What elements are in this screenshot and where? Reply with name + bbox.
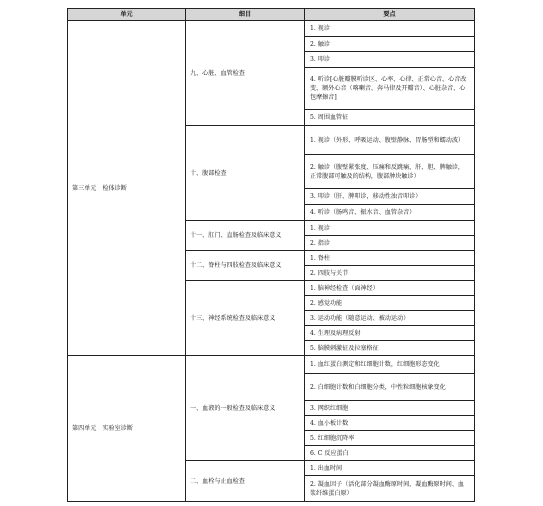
point-cell: 3. 叩诊 [305, 52, 475, 68]
point-cell: 1. 脊柱 [305, 251, 475, 266]
point-cell: 5. 红细胞沉降率 [305, 431, 475, 446]
point-cell: 1. 出血时间 [305, 461, 475, 476]
point-cell: 2. 触诊 [305, 37, 475, 52]
point-cell: 2. 感觉功能 [305, 296, 475, 311]
point-cell: 2. 白细胞计数和白细胞分类，中性粒细胞核象变化 [305, 374, 475, 401]
point-cell: 1. 脑神经检查（面神经） [305, 281, 475, 296]
subject-cell: 十二、脊柱与四肢检查及临床意义 [186, 251, 305, 281]
point-cell: 5. 周围血管征 [305, 110, 475, 126]
point-cell: 6. C 反应蛋白 [305, 446, 475, 461]
table-row [68, 21, 475, 37]
point-cell: 4. 听诊（肠鸣音、振水音、血管杂音） [305, 205, 475, 221]
point-cell: 3. 网织红细胞 [305, 401, 475, 416]
point-cell: 2. 触诊（腹壁紧张度、压痛和反跳痛，肝、胆、脾触诊，正常腹部可触及的结构，腹部肿块触诊） [305, 155, 475, 189]
point-cell: 2. 四肢与关节 [305, 266, 475, 281]
table-row [68, 356, 475, 374]
subject-cell: 十一、肛门、直肠检查及临床意义 [186, 221, 305, 251]
subject-cell: 十三、神经系统检查及临床意义 [186, 281, 305, 356]
table-header-row [68, 9, 475, 21]
point-cell: 3. 运动功能（随意运动、被动运动） [305, 311, 475, 326]
header-points: 要点 [305, 9, 475, 21]
subject-cell: 二、血栓与止血检查 [186, 461, 305, 502]
subject-cell: 一、血液的一般检查及临床意义 [186, 356, 305, 461]
syllabus-table [67, 8, 475, 502]
point-cell: 1. 血红蛋白测定和红细胞计数，红细胞形态变化 [305, 356, 475, 374]
unit-cell: 第四单元 实验室诊断 [68, 356, 186, 502]
point-cell: 4. 生理及病理反射 [305, 326, 475, 341]
point-cell: 1. 视诊（外形、呼吸运动、腹壁静脉、胃肠型和蠕动波） [305, 126, 475, 155]
point-cell: 4. 血小板计数 [305, 416, 475, 431]
unit-cell: 第三单元 检体诊断 [68, 21, 186, 356]
point-cell: 2. 指诊 [305, 236, 475, 251]
point-cell: 3. 叩诊（肝、脾叩诊，移动性浊音叩诊） [305, 189, 475, 205]
point-cell: 2. 凝血因子（活化部分凝血酶原时间、凝血酶原时间、血浆纤维蛋白原） [305, 476, 475, 502]
point-cell: 1. 视诊 [305, 221, 475, 236]
subject-cell: 九、心脏、血管检查 [186, 21, 305, 126]
document-page [67, 8, 474, 502]
point-cell: 4. 听诊[心脏瓣膜听诊区、心率、心律、正常心音、心音改变、额外心音（喀喇音、奔马律及开瓣音）、心脏杂音、心包摩擦音] [305, 68, 475, 110]
header-unit: 单元 [68, 9, 186, 21]
point-cell: 5. 脑膜刺激征及拉塞格征 [305, 341, 475, 356]
subject-cell: 十、腹部检查 [186, 126, 305, 221]
point-cell: 1. 视诊 [305, 21, 475, 37]
header-subject: 细目 [186, 9, 305, 21]
